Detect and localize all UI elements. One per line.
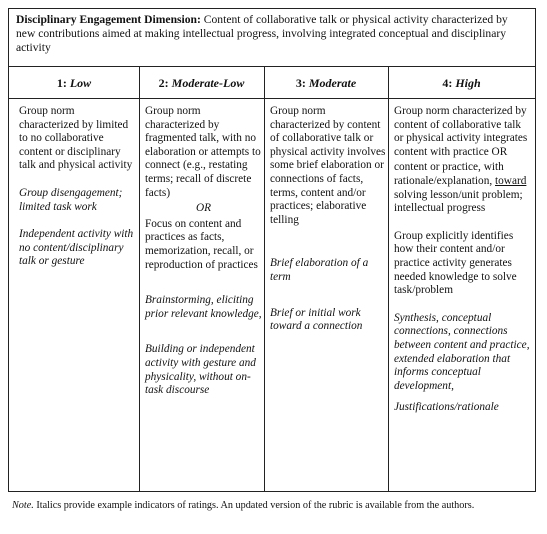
column-header-low: 1: Low [9,67,139,99]
indicator-text: Independent activity with no content/disciplinary talk or gesture [19,228,134,268]
note-text: Italics provide example indicators of ratings. An updated version of the rubric is available from the authors. [33,500,475,511]
dimension-header [9,9,535,67]
cell-low [19,105,137,269]
column-divider [139,67,140,491]
cell-text: Group explicitly identifies how their content and/or practice activity generates needed knowledge to solve task/problem [394,229,517,297]
cell-text: content or practice, with rationale/explanation, toward solving lesson/unit problem; intellectual progress [394,161,527,215]
cell-text: Group norm characterized by content of collaborative talk or physical activity integrates content with practice OR [394,105,528,158]
table-note [12,500,532,513]
cell-moderate [270,105,386,334]
column-divider [388,67,389,491]
column-header-moderate-low: 2: Moderate-Low [139,67,264,99]
cell-text: Group norm characterized by content of collaborative talk or physical activity involves some brief elaboration or connections of facts, terms, content and/or practices; elaborative telling [270,105,386,226]
cell-moderate-low [145,105,262,398]
cell-text: Group norm characterized by fragmented talk, with no elaboration or attempts to connect (e.g., restating terms; recall of discrete facts) [145,105,261,199]
indicator-text: Brief or initial work toward a connection [270,306,363,333]
note-label: Note. [12,500,34,511]
indicator-text: Synthesis, conceptual connections, connections between content and practice, extended elaboration that informs conceptual development, [394,311,530,392]
column-header-moderate: 3: Moderate [264,67,388,99]
indicator-text: Group disengagement; limited task work [19,186,123,213]
column-header-high: 4: High [388,67,535,99]
cell-text: Focus on content and practices as facts, memorization, recall, or reproduction of practices [145,217,258,271]
indicator-text: Building or independent activity with gesture and physicality, without on-task discourse [145,343,256,397]
indicator-text: Brainstorming, eliciting prior relevant knowledge, [145,294,262,320]
indicator-text: Brief elaboration of a term [270,257,369,283]
column-divider [264,67,265,491]
cell-high [394,105,532,415]
rubric-table [8,8,536,492]
indicator-text: Justifications/rationale [394,401,499,414]
dimension-title: Disciplinary Engagement Dimension: [16,13,201,26]
or-text: OR [195,202,212,215]
cell-text: Group norm characterized by limited to no collaborative content or disciplinary talk and physical activity [19,105,133,172]
dimension-description: Content of collaborative talk or physical activity characterized by new contributions aimed at making intellectual progress, involving integrated conceptual and disciplinary activity [16,13,508,54]
